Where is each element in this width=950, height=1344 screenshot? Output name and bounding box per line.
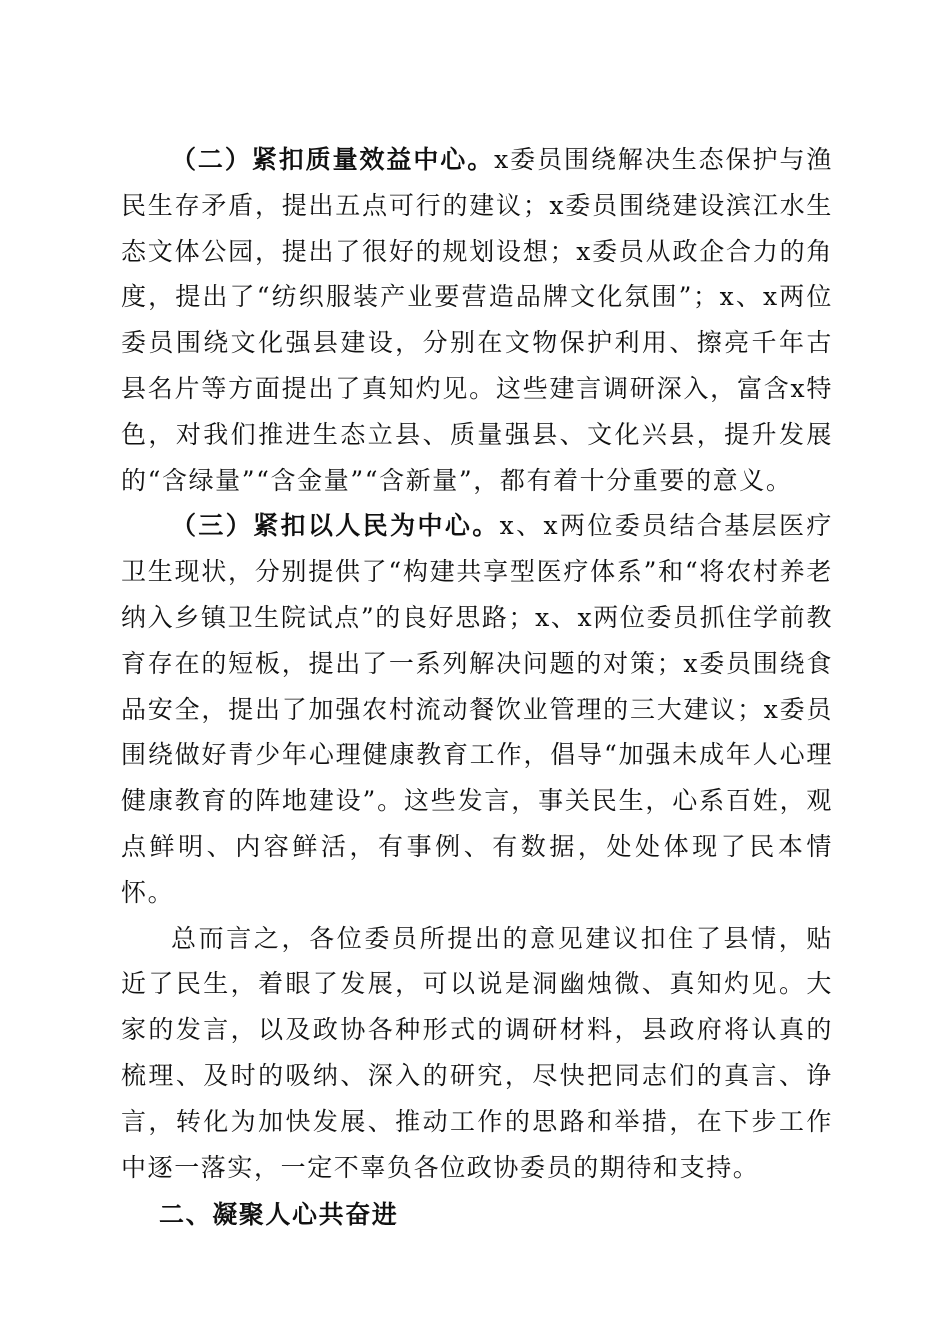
paragraph-quality-benefit xyxy=(121,137,833,503)
document-body xyxy=(121,137,833,1238)
paragraph-lead: （三）紧扣以人民为中心。 xyxy=(171,511,500,541)
paragraph-text: x委员围绕解决生态保护与渔民生存矛盾，提出五点可行的建议；x委员围绕建设滨江水生态文体公园，提出了很好的规划设想；x委员从政企合力的角度，提出了“纺织服装产业要营造品牌文化氛围”；x、x两位委员围绕文化强县建设，分别在文物保护利用、擦亮千年古县名片等方面提出了真知灼见。这些建言调研深入，富含x特色，对我们推进生态立县、质量强县、文化兴县，提升发展的“含绿量”“含金量”“含新量”，都有着十分重要的意义。 xyxy=(121,145,834,495)
paragraph-summary xyxy=(121,916,833,1191)
paragraph-text: x、x两位委员结合基层医疗卫生现状，分别提供了“构建共享型医疗体系”和“将农村养老纳入乡镇卫生院试点”的良好思路；x、x两位委员抓住学前教育存在的短板，提出了一系列解决问题的对策；x委员围绕食品安全，提出了加强农村流动餐饮业管理的三大建议；x委员围绕做好青少年心理健康教育工作，倡导“加强未成年人心理健康教育的阵地建设”。这些发言，事关民生，心系百姓，观点鲜明、内容鲜活，有事例、有数据，处处体现了民本情怀。 xyxy=(121,511,834,907)
paragraph-lead: （二）紧扣质量效益中心。 xyxy=(171,145,495,174)
paragraph-text: 总而言之，各位委员所提出的意见建议扣住了县情，贴近了民生，着眼了发展，可以说是洞幽烛微、真知灼见。大家的发言，以及政协各种形式的调研材料，县政府将认真的梳理、及时的吸纳、深入的研究，尽快把同志们的真言、诤言，转化为加快发展、推动工作的思路和举措，在下步工作中逐一落实，一定不辜负各位政协委员的期待和支持。 xyxy=(121,923,833,1182)
paragraph-people-centered xyxy=(121,503,833,915)
section-heading: 二、凝聚人心共奋进 xyxy=(159,1200,399,1230)
